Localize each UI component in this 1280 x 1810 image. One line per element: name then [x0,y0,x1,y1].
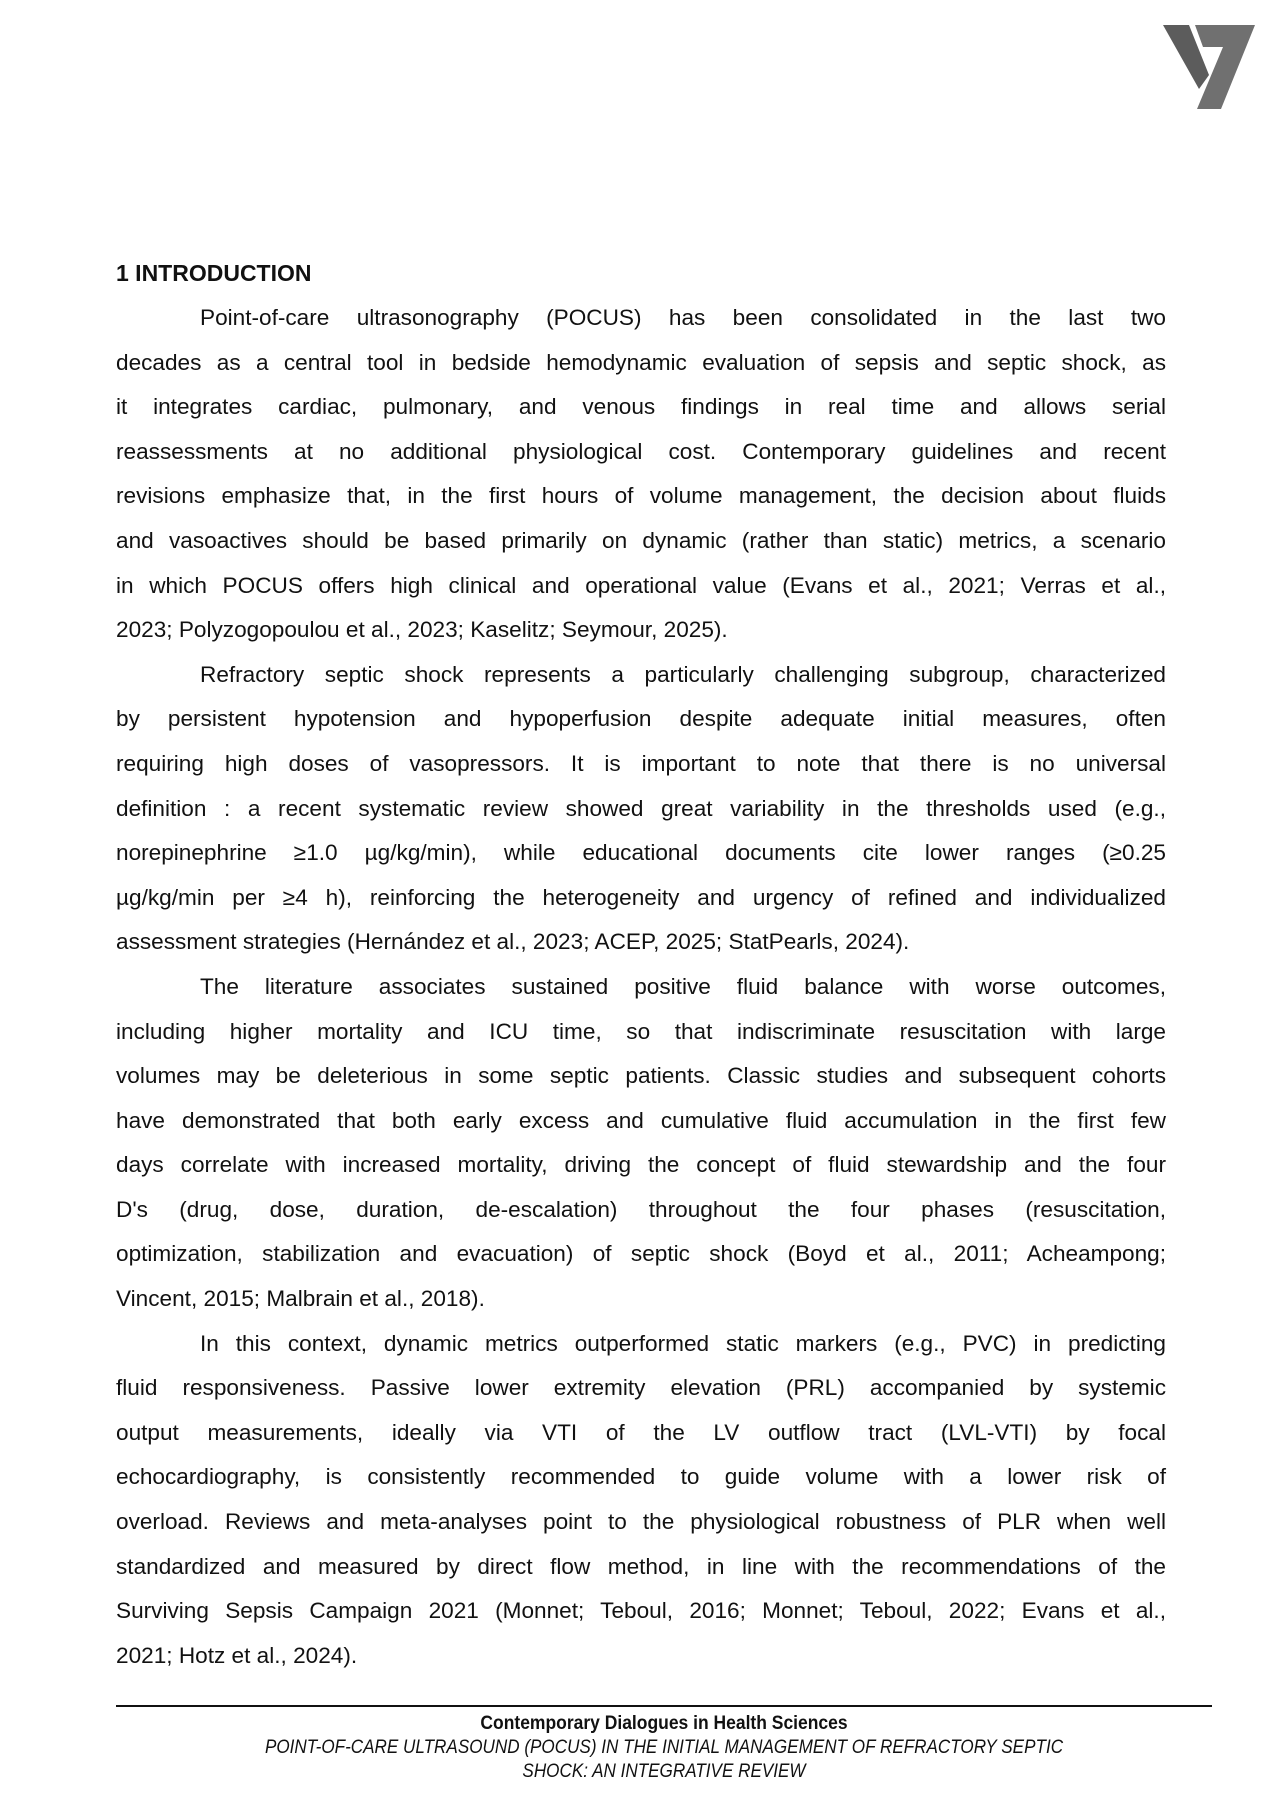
article-title-line-2: SHOCK: AN INTEGRATIVE REVIEW [522,1761,806,1782]
journal-name: Contemporary Dialogues in Health Sciences [480,1713,848,1734]
text-line: it integrates cardiac, pulmonary, and venous findings in real time and allows serial [116,394,1166,420]
text-line: In this context, dynamic metrics outperformed static markers (e.g., PVC) in predicting [200,1330,1166,1356]
article-title-line-1: POINT-OF-CARE ULTRASOUND (POCUS) IN THE INITIAL MANAGEMENT OF REFRACTORY SEPTIC [264,1737,1064,1758]
text-line: assessment strategies (Hernández et al., 2023; ACEP, 2025; StatPearls, 2024). [116,929,910,955]
text-line: reassessments at no additional physiological cost. Contemporary guidelines and recent [116,438,1166,464]
paragraph [116,296,1166,653]
footer-divider [116,1705,1212,1707]
text-line: in which POCUS offers high clinical and operational value (Evans et al., 2021; Verras et al., [116,572,1166,598]
text-line: Refractory septic shock represents a particularly challenging subgroup, characterized [200,661,1166,687]
text-line: standardized and measured by direct flow method, in line with the recommendations of the [116,1553,1166,1579]
text-line: fluid responsiveness. Passive lower extremity elevation (PRL) accompanied by systemic [116,1375,1166,1401]
v7-logo-icon [1163,25,1255,109]
text-line: 2023; Polyzogopoulou et al., 2023; Kaselitz; Seymour, 2025). [116,617,728,643]
text-line: output measurements, ideally via VTI of the LV outflow tract (LVL-VTI) by focal [116,1419,1166,1445]
paragraph [116,653,1166,965]
text-line: Point-of-care ultrasonography (POCUS) has been consolidated in the last two [200,305,1166,330]
journal-logo-icon [1163,25,1255,109]
text-line: µg/kg/min per ≥4 h), reinforcing the heterogeneity and urgency of refined and individualized [116,884,1166,910]
paragraph [116,965,1166,1322]
text-line: including higher mortality and ICU time, so that indiscriminate resuscitation with large [116,1018,1166,1044]
text-line: Surviving Sepsis Campaign 2021 (Monnet; Teboul, 2016; Monnet; Teboul, 2022; Evans et al., [116,1598,1166,1624]
page-footer [116,1712,1212,1784]
text-line: optimization, stabilization and evacuation) of septic shock (Boyd et al., 2011; Acheampong; [116,1241,1166,1267]
text-line: norepinephrine ≥1.0 µg/kg/min), while educational documents cite lower ranges (≥0.25 [116,840,1166,866]
text-line: requiring high doses of vasopressors. It is important to note that there is no universal [116,750,1166,776]
text-line: definition : a recent systematic review showed great variability in the thresholds used (e.g., [116,795,1166,821]
text-line: by persistent hypotension and hypoperfusion despite adequate initial measures, often [116,706,1166,732]
body-text [116,296,1166,1678]
text-line: echocardiography, is consistently recommended to guide volume with a lower risk of [116,1464,1166,1490]
text-line: The literature associates sustained positive fluid balance with worse outcomes, [200,973,1166,999]
text-line: and vasoactives should be based primarily on dynamic (rather than static) metrics, a scenario [116,527,1166,553]
text-line: have demonstrated that both early excess and cumulative fluid accumulation in the first few [116,1107,1166,1133]
text-line: revisions emphasize that, in the first hours of volume management, the decision about fluids [116,483,1166,509]
text-line: decades as a central tool in bedside hemodynamic evaluation of sepsis and septic shock, as [116,349,1166,375]
paragraph [116,1322,1166,1679]
text-line: Vincent, 2015; Malbrain et al., 2018). [116,1286,485,1312]
text-line: 2021; Hotz et al., 2024). [116,1642,358,1668]
text-line: volumes may be deleterious in some septic patients. Classic studies and subsequent cohorts [116,1063,1166,1089]
section-heading: 1 INTRODUCTION [116,260,312,286]
text-line: overload. Reviews and meta-analyses point to the physiological robustness of PLR when well [116,1509,1166,1535]
text-line: D's (drug, dose, duration, de-escalation) throughout the four phases (resuscitation, [116,1196,1166,1222]
text-line: days correlate with increased mortality, driving the concept of fluid stewardship and the four [116,1152,1166,1178]
